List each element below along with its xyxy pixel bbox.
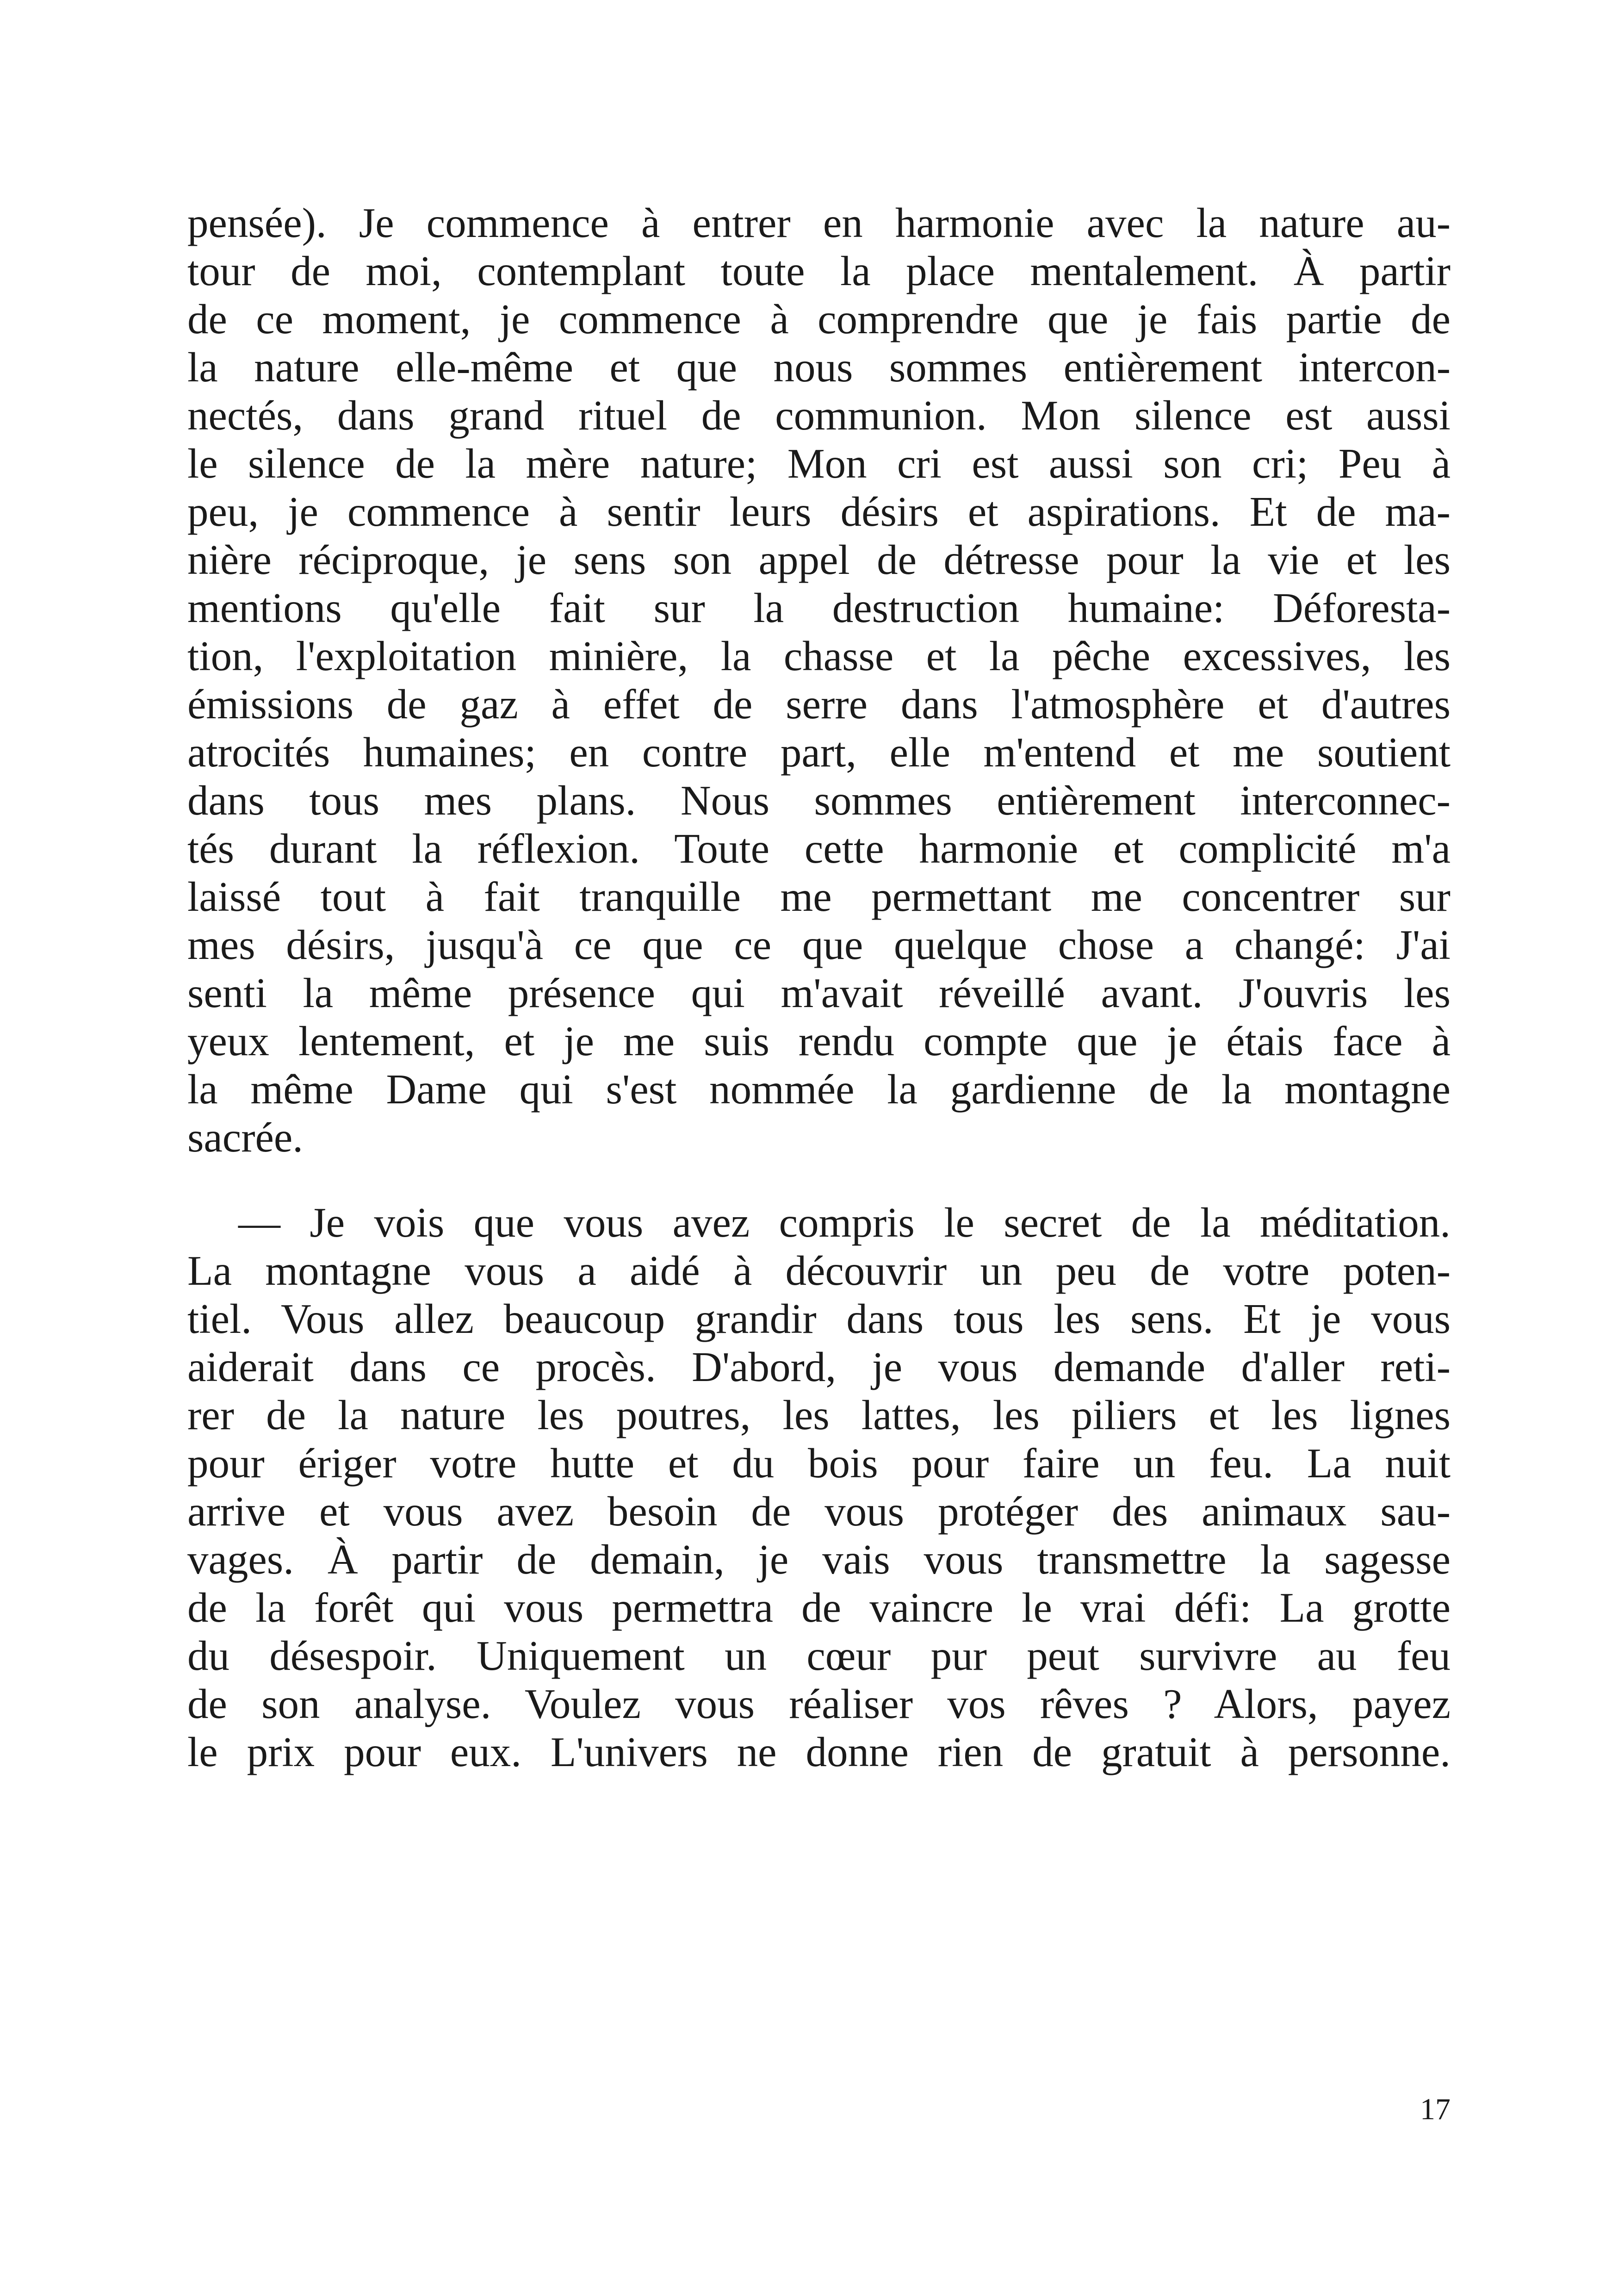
text-line: pensée). Je commence à entrer en harmonie avec la nature au-: [187, 199, 1451, 246]
text-line: nière réciproque, je sens son appel de détresse pour la vie et les: [187, 536, 1451, 583]
text-line: senti la même présence qui m'avait réveillé avant. J'ouvris les: [187, 970, 1451, 1016]
text-line: atrocités humaines; en contre part, elle m'entend et me soutient: [187, 729, 1451, 776]
text-line: le silence de la mère nature; Mon cri est aussi son cri; Peu à: [187, 440, 1451, 487]
text-line: de la forêt qui vous permettra de vaincre le vrai défi: La grotte: [187, 1584, 1451, 1631]
text-line: nectés, dans grand rituel de communion. Mon silence est aussi: [187, 392, 1451, 439]
paragraph-1: [187, 199, 1451, 1162]
text-line: peu, je commence à sentir leurs désirs et aspirations. Et de ma-: [187, 488, 1451, 535]
text-line: — Je vois que vous avez compris le secret de la méditation.: [238, 1199, 1451, 1246]
text-line: vages. À partir de demain, je vais vous transmettre la sagesse: [187, 1536, 1451, 1583]
text-line: tion, l'exploitation minière, la chasse et la pêche excessives, les: [187, 633, 1451, 679]
text-line: yeux lentement, et je me suis rendu compte que je étais face à: [187, 1018, 1451, 1064]
text-line: tiel. Vous allez beaucoup grandir dans tous les sens. Et je vous: [187, 1295, 1451, 1342]
text-line: aiderait dans ce procès. D'abord, je vous demande d'aller reti-: [187, 1344, 1451, 1390]
text-line: émissions de gaz à effet de serre dans l'atmosphère et d'autres: [187, 681, 1451, 728]
text-line: pour ériger votre hutte et du bois pour faire un feu. La nuit: [187, 1440, 1451, 1487]
text-line: sacrée.: [187, 1114, 304, 1161]
text-line: rer de la nature les poutres, les lattes, les piliers et les lignes: [187, 1392, 1451, 1438]
text-line: mentions qu'elle fait sur la destruction humaine: Déforesta-: [187, 585, 1451, 631]
page-number: 17: [1420, 2092, 1451, 2126]
text-line: la même Dame qui s'est nommée la gardienne de la montagne: [187, 1066, 1451, 1113]
paragraph-gap: [187, 1162, 1451, 1199]
text-line: arrive et vous avez besoin de vous protéger des animaux sau-: [187, 1488, 1451, 1535]
text-line: mes désirs, jusqu'à ce que ce que quelque chose a changé: J'ai: [187, 921, 1451, 968]
page-body: [187, 199, 1451, 1776]
text-line: la nature elle-même et que nous sommes entièrement intercon-: [187, 344, 1451, 391]
text-line: tés durant la réflexion. Toute cette harmonie et complicité m'a: [187, 825, 1451, 872]
text-line: de ce moment, je commence à comprendre que je fais partie de: [187, 296, 1451, 342]
text-line: tour de moi, contemplant toute la place mentalement. À partir: [187, 248, 1451, 294]
paragraph-2: [187, 1199, 1451, 1776]
text-line: le prix pour eux. L'univers ne donne rien de gratuit à personne.: [187, 1729, 1451, 1775]
text-line: de son analyse. Voulez vous réaliser vos rêves ? Alors, payez: [187, 1680, 1451, 1727]
text-line: laissé tout à fait tranquille me permettant me concentrer sur: [187, 873, 1451, 920]
text-line: dans tous mes plans. Nous sommes entièrement interconnec-: [187, 777, 1451, 824]
text-line: La montagne vous a aidé à découvrir un peu de votre poten-: [187, 1247, 1451, 1294]
text-line: du désespoir. Uniquement un cœur pur peut survivre au feu: [187, 1632, 1451, 1679]
